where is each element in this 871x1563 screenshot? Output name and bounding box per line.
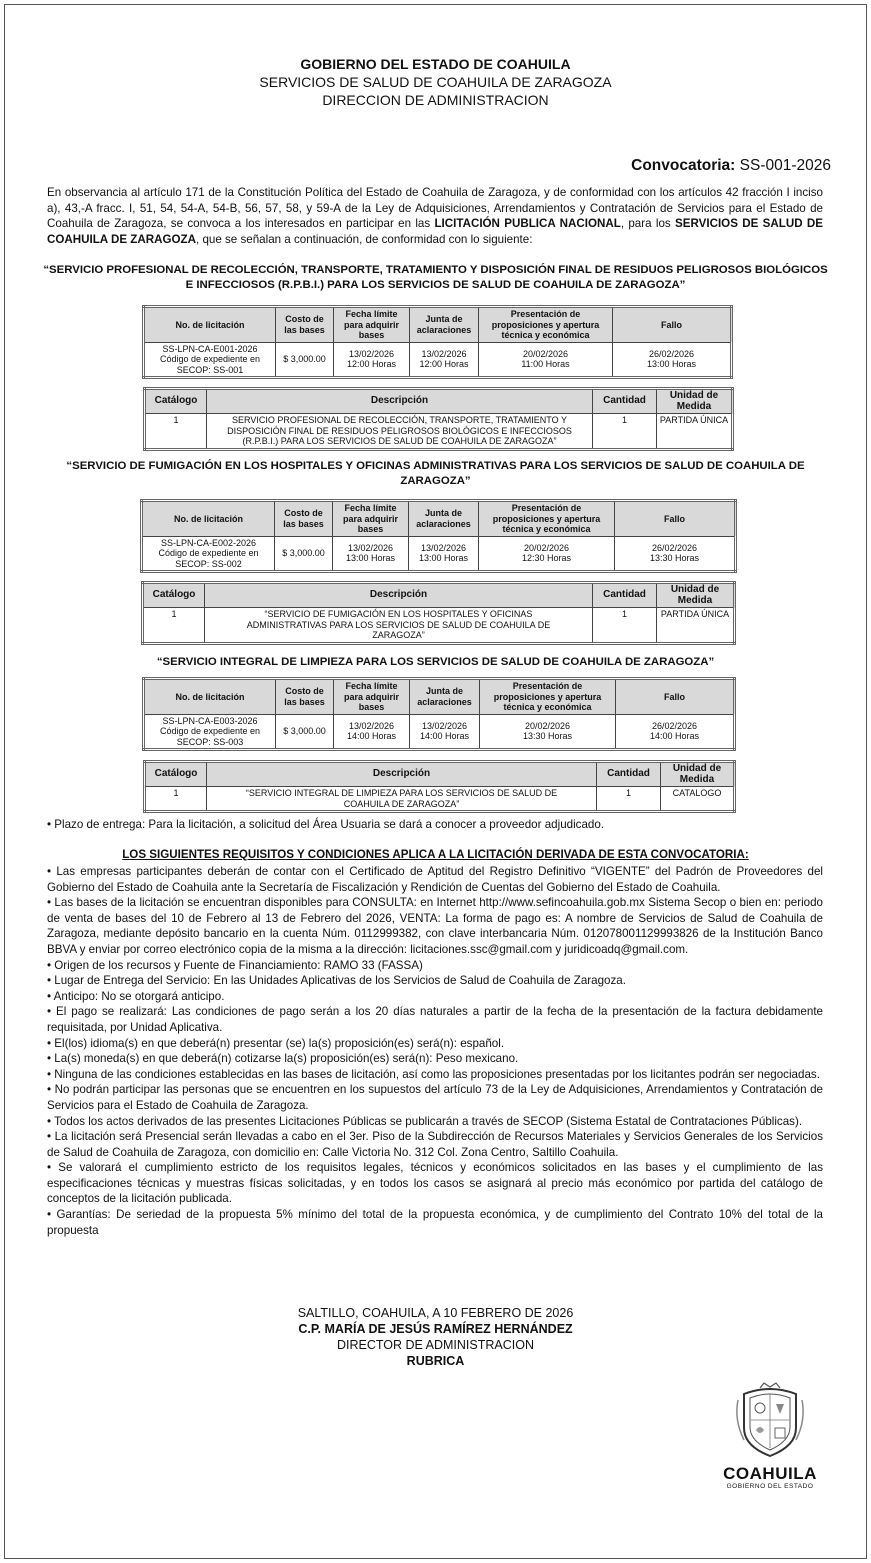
cell-no-licitacion xyxy=(144,342,276,378)
cell-cantidad: 1 xyxy=(593,608,657,644)
col-costo: Costo de las bases xyxy=(275,501,333,537)
junta-time: 14:00 Horas xyxy=(419,731,470,742)
pres-time: 12:30 Horas xyxy=(521,553,572,564)
list-item: • Origen de los recursos y Fuente de Financiamiento: RAMO 33 (FASSA) xyxy=(47,958,423,972)
rubrica: RUBRICA xyxy=(406,1354,465,1368)
header-agency: SERVICIOS DE SALUD DE COAHUILA DE ZARAGOZA xyxy=(259,74,612,90)
table-header-row xyxy=(145,762,735,787)
convocatoria-number xyxy=(631,157,831,175)
signature-block xyxy=(0,1305,871,1369)
fecha-date: 13/02/2026 xyxy=(347,542,394,553)
cell-fecha-limite xyxy=(333,536,409,572)
table-header-row xyxy=(143,583,735,608)
cell-fallo xyxy=(613,342,732,378)
licitacion-number: SS-LPN-CA-E002-2026 xyxy=(160,537,257,548)
col-costo: Costo de las bases xyxy=(276,679,334,715)
col-fallo: Fallo xyxy=(613,307,732,343)
fallo-date: 26/02/2026 xyxy=(651,720,698,731)
cell-catalogo: 1 xyxy=(145,787,207,812)
coat-of-arms-icon xyxy=(730,1380,810,1460)
fallo-time: 14:00 Horas xyxy=(649,731,700,742)
col-cantidad: Cantidad xyxy=(597,762,661,787)
junta-time: 13:00 Horas xyxy=(418,553,469,564)
cell-junta xyxy=(410,714,480,750)
cell-costo: $ 3,000.00 xyxy=(276,714,334,750)
col-catalogo: Catálogo xyxy=(143,583,205,608)
col-presentacion: Presentación de proposiciones y apertura técnica y económica xyxy=(479,501,615,537)
logo-wordmark: COAHUILA xyxy=(723,1464,817,1483)
cell-unidad: PARTIDA ÚNICA xyxy=(657,608,735,644)
fecha-time: 14:00 Horas xyxy=(346,731,397,742)
licitacion-number: SS-LPN-CA-E001-2026 xyxy=(162,343,258,354)
service-2-title: “SERVICIO DE FUMIGACIÓN EN LOS HOSPITALES Y OFICINAS ADMINISTRATIVAS PARA LOS SERVICIOS DE SALUD DE COAHUILA DE ZARAGOZA” xyxy=(66,460,805,487)
service-1-licitacion-table xyxy=(142,305,733,379)
coahuila-logo xyxy=(716,1380,824,1492)
table-row xyxy=(142,536,736,572)
pres-time: 11:00 Horas xyxy=(521,359,570,370)
table-row xyxy=(143,608,735,644)
col-no-licitacion: No. de licitación xyxy=(142,501,275,537)
cell-fallo xyxy=(615,536,736,572)
col-cantidad: Cantidad xyxy=(593,389,657,414)
signer-role: DIRECTOR DE ADMINISTRACION xyxy=(336,1338,534,1352)
cell-presentacion xyxy=(479,342,613,378)
table-header-row xyxy=(144,307,732,343)
table-row xyxy=(144,714,735,750)
cell-descripcion: SERVICIO PROFESIONAL DE RECOLECCIÓN, TRANSPORTE, TRATAMIENTO Y DISPOSICIÓN FINAL DE RESIDUOS PELIGROSOS BIOLÓGICOS E INFECCIOSOS (R.P.B.I.) PARA LOS SERVICIOS DE SALUD DE COAHUILA DE ZARAGOZA” xyxy=(207,414,593,450)
service-3-catalogo-table xyxy=(143,760,736,813)
cell-no-licitacion xyxy=(142,536,275,572)
licitacion-number: SS-LPN-CA-E003-2026 xyxy=(162,715,258,726)
list-item: • No podrán participar las personas que se encuentren en los supuestos del artículo 73 de la Ley de Adquisiciones, Arrendamientos y Contratación de Servicios para el Estado de Coahuila de Zaragoza. xyxy=(47,1083,823,1112)
list-item: • Las empresas participantes deberán de contar con el Certificado de Aptitud del Registro Definitivo “VIGENTE” del Padrón de Proveedores del Gobierno del Estado de Coahuila ante la Secretaría de Fiscalización y Rendición de Cuentas del Gobierno del Estado de Coahuila. xyxy=(47,865,823,894)
convocatoria-label: Convocatoria: xyxy=(631,157,736,174)
col-fecha-limite: Fecha límite para adquirir bases xyxy=(333,501,409,537)
junta-date: 13/02/2026 xyxy=(421,348,467,359)
fallo-time: 13:00 Horas xyxy=(646,359,697,370)
fecha-date: 13/02/2026 xyxy=(348,348,395,359)
cell-costo: $ 3,000.00 xyxy=(276,342,334,378)
table-row xyxy=(145,414,733,450)
junta-date: 13/02/2026 xyxy=(421,720,468,731)
col-unidad: Unidad de Medida xyxy=(657,389,733,414)
cell-junta xyxy=(409,536,479,572)
col-presentacion: Presentación de proposiciones y apertura técnica y económica xyxy=(479,307,613,343)
cell-cantidad: 1 xyxy=(597,787,661,812)
list-item: • El pago se realizará: Las condiciones de pago serán a los 20 días naturales a partir de la fecha de la presentación de la factura debidamente requisitada, por Unidad Aplicativa. xyxy=(47,1005,823,1034)
cell-unidad: PARTIDA ÚNICA xyxy=(657,414,733,450)
intro-bold-1: LICITACIÓN PUBLICA NACIONAL xyxy=(434,217,621,231)
junta-time: 12:00 Horas xyxy=(419,359,469,370)
col-unidad: Unidad de Medida xyxy=(661,762,735,787)
cell-catalogo: 1 xyxy=(145,414,207,450)
cell-no-licitacion xyxy=(144,714,276,750)
col-descripcion: Descripción xyxy=(207,762,597,787)
requisitos-title: LOS SIGUIENTES REQUISITOS Y CONDICIONES APLICA A LA LICITACIÓN DERIVADA DE ESTA CONVOCATORIA: xyxy=(122,848,749,861)
service-1-title: “SERVICIO PROFESIONAL DE RECOLECCIÓN, TRANSPORTE, TRATAMIENTO Y DISPOSICIÓN FINAL DE RESIDUOS PELIGROSOS BIOLÓGICOS E INFECCIOSOS (R.P.B.I.) PARA LOS SERVICIOS DE SALUD DE COAHUILA DE ZARAGOZA” xyxy=(43,264,828,291)
table-header-row xyxy=(145,389,733,414)
col-no-licitacion: No. de licitación xyxy=(144,679,276,715)
expediente-code: Código de expediente en SECOP: SS-002 xyxy=(158,548,259,569)
intro-text-3: , que se señalan a continuación, de conformidad con lo siguiente: xyxy=(196,232,533,246)
fecha-time: 13:00 Horas xyxy=(345,553,396,564)
list-item: • Anticipo: No se otorgará anticipo. xyxy=(47,989,225,1003)
cell-costo: $ 3,000.00 xyxy=(275,536,333,572)
pres-time: 13:30 Horas xyxy=(522,731,573,742)
plazo-entrega: • Plazo de entrega: Para la licitación, a solicitud del Área Usuaria se dará a conocer a proveedor adjudicado. xyxy=(47,818,605,831)
pres-date: 20/02/2026 xyxy=(524,720,571,731)
cell-unidad: CATALOGO xyxy=(661,787,735,812)
col-presentacion: Presentación de proposiciones y apertura técnica y económica xyxy=(480,679,616,715)
table-row xyxy=(145,787,735,812)
logo-subtitle: GOBIERNO DEL ESTADO xyxy=(726,1483,814,1490)
place-date: SALTILLO, COAHUILA, A 10 FEBRERO DE 2026 xyxy=(297,1306,574,1320)
col-fecha-limite: Fecha límite para adquirir bases xyxy=(334,679,410,715)
header-department: DIRECCION DE ADMINISTRACION xyxy=(322,92,549,108)
cell-fecha-limite xyxy=(334,714,410,750)
col-descripcion: Descripción xyxy=(205,583,593,608)
col-junta: Junta de aclaraciones xyxy=(409,501,479,537)
expediente-code: Código de expediente en SECOP: SS-001 xyxy=(159,354,261,375)
col-descripcion: Descripción xyxy=(207,389,593,414)
list-item: • La licitación será Presencial serán llevadas a cabo en el 3er. Piso de la Subdirección de Recursos Materiales y Servicios Generales de los Servicios de Salud de Coahuila de Zaragoza, con domicilio en: Calle Victoria No. 312 Col. Zona Centro, Saltillo Coahuila. xyxy=(47,1130,823,1159)
intro-paragraph xyxy=(47,185,823,247)
fecha-date: 13/02/2026 xyxy=(348,720,395,731)
cell-fecha-limite xyxy=(334,342,410,378)
header-government: GOBIERNO DEL ESTADO DE COAHUILA xyxy=(300,56,571,72)
service-3-title: “SERVICIO INTEGRAL DE LIMPIEZA PARA LOS SERVICIOS DE SALUD DE COAHUILA DE ZARAGOZA” xyxy=(156,656,715,668)
pres-date: 20/02/2026 xyxy=(522,348,569,359)
col-fecha-limite: Fecha límite para adquirir bases xyxy=(334,307,410,343)
pres-date: 20/02/2026 xyxy=(523,542,570,553)
service-2-catalogo-table xyxy=(141,581,736,645)
convocatoria-value: SS-001-2026 xyxy=(735,157,831,174)
col-unidad: Unidad de Medida xyxy=(657,583,735,608)
expediente-code: Código de expediente en SECOP: SS-003 xyxy=(159,726,261,747)
col-catalogo: Catálogo xyxy=(145,389,207,414)
col-cantidad: Cantidad xyxy=(593,583,657,608)
intro-bold-2: SERVICIOS DE SALUD DE COAHUILA DE ZARAGOZA xyxy=(47,217,823,246)
cell-presentacion xyxy=(480,714,616,750)
col-fallo: Fallo xyxy=(616,679,735,715)
col-no-licitacion: No. de licitación xyxy=(144,307,276,343)
table-header-row xyxy=(142,501,736,537)
signer-name: C.P. MARÍA DE JESÚS RAMÍREZ HERNÁNDEZ xyxy=(298,1322,573,1336)
fecha-time: 12:00 Horas xyxy=(346,359,397,370)
fallo-time: 13:30 Horas xyxy=(649,553,700,564)
list-item: • La(s) moneda(s) en que deberá(n) cotizarse la(s) proposición(es) será(n): Peso mexicano. xyxy=(47,1052,519,1066)
cell-descripcion: “SERVICIO INTEGRAL DE LIMPIEZA PARA LOS SERVICIOS DE SALUD DE COAHUILA DE ZARAGOZA” xyxy=(207,787,597,812)
service-2-licitacion-table xyxy=(140,499,737,573)
list-item: • Ninguna de las condiciones establecidas en las bases de licitación, así como las proposiciones presentadas por los licitantes podrán ser negociadas. xyxy=(47,1067,820,1081)
list-item: • Se valorará el cumplimiento estricto de los requisitos legales, técnicos y económicos solicitados en las bases y el cumplimiento de las especificaciones técnicas y muestras físicas solicitadas, y en todos los casos se asignará al precio más económico por partida del catálogo de conceptos de la licitación publicada. xyxy=(47,1161,823,1206)
col-catalogo: Catálogo xyxy=(145,762,207,787)
cell-cantidad: 1 xyxy=(593,414,657,450)
col-junta: Junta de aclaraciones xyxy=(410,307,479,343)
requisitos-list xyxy=(47,864,823,1238)
list-item: • Garantías: De seriedad de la propuesta 5% mínimo del total de la propuesta económica, y de cumplimiento del Contrato 10% del total de la propuesta xyxy=(47,1208,823,1237)
cell-presentacion xyxy=(479,536,615,572)
table-header-row xyxy=(144,679,735,715)
cell-fallo xyxy=(616,714,735,750)
cell-catalogo: 1 xyxy=(143,608,205,644)
col-costo: Costo de las bases xyxy=(276,307,334,343)
cell-junta xyxy=(410,342,479,378)
fallo-date: 26/02/2026 xyxy=(651,542,698,553)
col-junta: Junta de aclaraciones xyxy=(410,679,480,715)
service-1-catalogo-table xyxy=(143,387,734,451)
table-row xyxy=(144,342,732,378)
list-item: • Las bases de la licitación se encuentran disponibles para CONSULTA: en Internet http://www.sefincoahuila.gob.mx Sistema Secop o bien en: periodo de venta de bases del 10 de Febrero al 13 de Febrero del 2026, VENTA: La forma de pago es: A nombre de Servicios de Salud de Coahuila de Zaragoza, mediante depósito bancario en la cuenta Núm. 0112999382, con clave interbancaria Núm. 012078001129993826 de la Institución Banco BBVA y enviar por correo electrónico copia de la misma a la dirección: licitaciones.ssc@gmail.com y juridicoadq@gmail.com. xyxy=(47,896,823,956)
list-item: • El(los) idioma(s) en que deberá(n) presentar (se) la(s) proposición(es) será(n): español. xyxy=(47,1036,505,1050)
list-item: • Lugar de Entrega del Servicio: En las Unidades Aplicativas de los Servicios de Salud de Coahuila de Zaragoza. xyxy=(47,974,626,988)
document-header xyxy=(0,55,871,109)
junta-date: 13/02/2026 xyxy=(420,542,467,553)
fallo-date: 26/02/2026 xyxy=(648,348,695,359)
col-fallo: Fallo xyxy=(615,501,736,537)
cell-descripcion: “SERVICIO DE FUMIGACIÓN EN LOS HOSPITALES Y OFICINAS ADMINISTRATIVAS PARA LOS SERVICIOS DE SALUD DE COAHUILA DE ZARAGOZA” xyxy=(205,608,593,644)
intro-text-1: En observancia al artículo 171 de la Constitución Política del Estado de Coahuila de Zaragoza, y de conformidad con los artículos 42 fracción I inciso a), 43,-A fracc. I, 51, 54, 54-A, 54-B, 56, 57, 58, y 59-A de la Ley de Adquisiciones, Arrendamientos y Contratación de Servicios para el Estado de Coahuila de Zaragoza, se convoca a los interesados en participar en las xyxy=(47,186,823,231)
service-3-licitacion-table xyxy=(142,677,736,751)
intro-text-2: , para los xyxy=(620,217,675,231)
list-item: • Todos los actos derivados de las presentes Licitaciones Públicas se publicarán a través de SECOP (Sistema Estatal de Contrataciones Públicas). xyxy=(47,1114,803,1128)
